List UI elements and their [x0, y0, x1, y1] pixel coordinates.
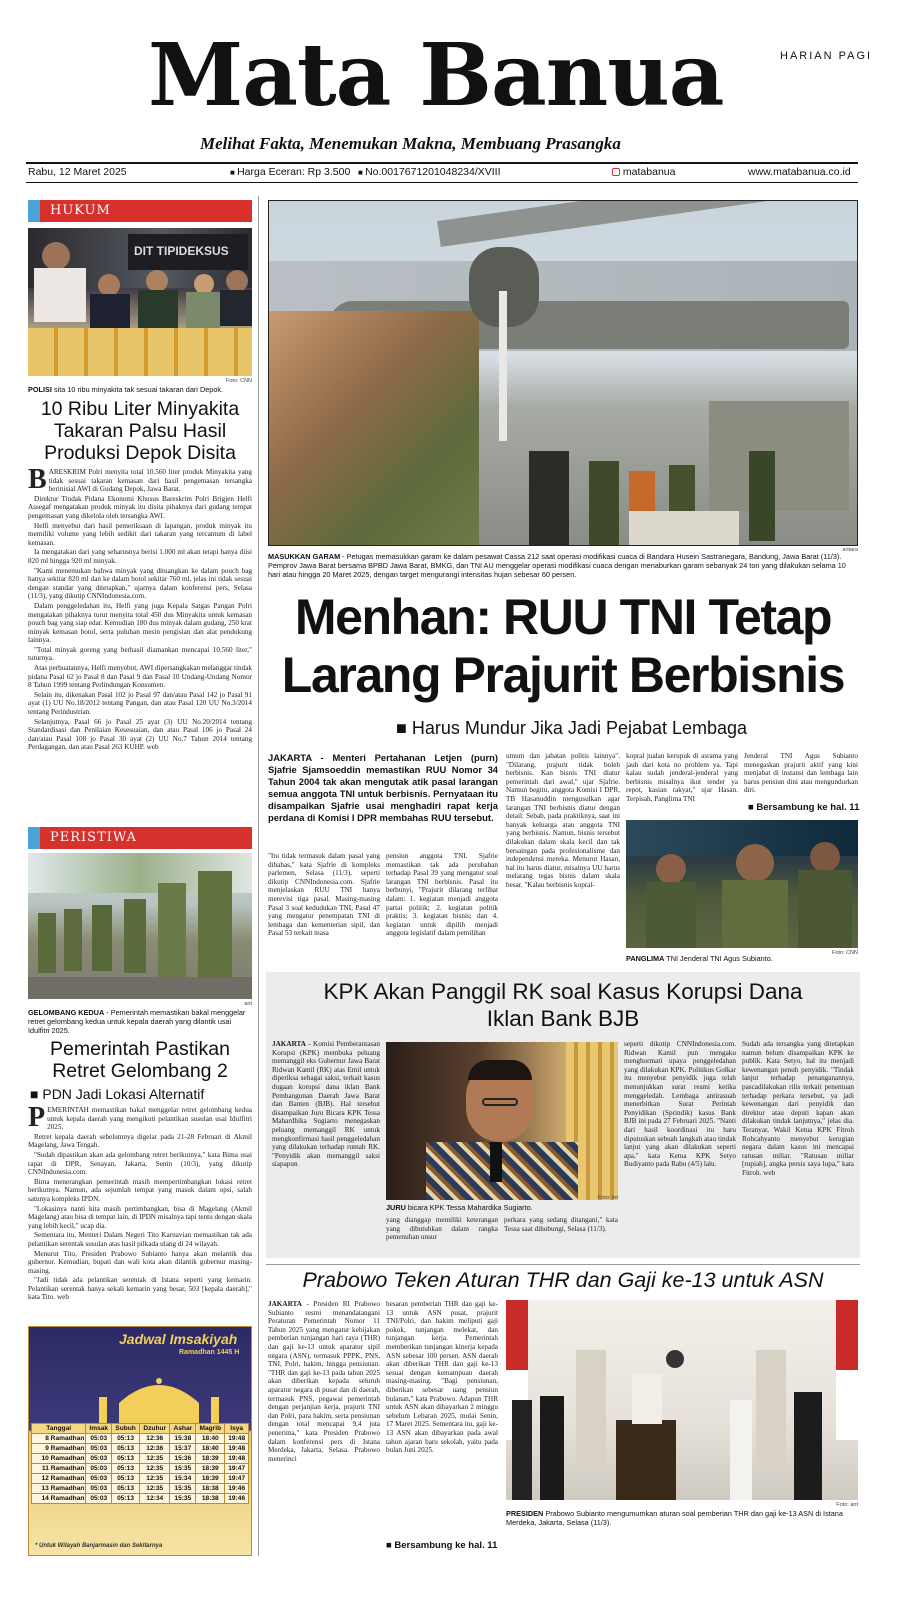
kpk-headline[interactable]: KPK Akan Panggil RK soal Kasus Korupsi Dana Iklan Bank BJB [323, 979, 803, 1031]
peristiwa-p7: "Jadi tidak ada pelantikan serentak di Istana seperti yang kemarin. Pelantikan serentak hanya sekali kemarin yang besar, 503 [kepala daerah]," kata Tito. web [28, 1276, 252, 1302]
thr-photo-credit: Foto: ant [836, 1502, 858, 1508]
imsakiyah-cell: 19:47 [225, 1464, 249, 1474]
imsakiyah-row [32, 1484, 249, 1494]
imsakiyah-box [28, 1326, 252, 1556]
imsakiyah-note: * Untuk Wilayah Banjarmasin dan Sekitarnya [35, 1543, 163, 1549]
imsakiyah-header-cell: Magrib [196, 1424, 225, 1434]
kpk-col1 [272, 1040, 380, 1169]
imsakiyah-cell: 05:13 [112, 1454, 140, 1464]
imsakiyah-cell: 11 Ramadhan [32, 1464, 86, 1474]
imsakiyah-cell: 05:03 [86, 1484, 112, 1494]
kpk-caption [386, 1204, 618, 1213]
peristiwa-photo-credit: ant [244, 1001, 252, 1007]
hukum-caption [28, 386, 252, 395]
imsakiyah-cell: 05:13 [112, 1464, 140, 1474]
website-link[interactable]: www.matabanua.co.id [748, 166, 851, 178]
imsakiyah-cell: 05:13 [112, 1434, 140, 1444]
peristiwa-photo [28, 853, 252, 999]
imsakiyah-cell: 19:47 [225, 1474, 249, 1484]
thr-col2: besaran pemberian THR dan gaji ke-13 untuk ASN pusat, prajurit TNI/Polri, dan hakim meliputi gaji pokok, tunjangan melekat, dan tunjangan kerja. Pemerintah memberikan tunjangan kinerja kepada ASN sebesar 100 persen. ASN daerah akan diberikan THR dan gaji ke-13 sesuai dengan kemampuan daerah masing-masing. "Bagi pensiunan, diberikan sebesar uang pensiun bulanan," kata Prabowo. Adapun THR untuk ASN akan dibayarkan 2 minggu sebelum Lebaran 2025, mulai Senin, 17 Maret 2025. Sementara itu, gaji ke-13 ASN akan dibayarkan pada awal tahun ajaran baru sekolah, yaitu pada bulan Juni 2025. [386, 1300, 498, 1455]
social-text: matabanua [622, 166, 676, 178]
main-lead [268, 752, 498, 825]
peristiwa-p3: Bima menerangkan pemerintah masih mempertimbangkan lokasi retret berikutnya. Namun, ada sejumlah tempat yang masuk dalam opsi, salah satunya kompleks IPDN. [28, 1177, 252, 1203]
thr-col1-text: - Presiden RI Prabowo Subianto resmi menandatangani Peraturan Pemerintah Nomor 11 Tahun 2025 yang mengatur kebijakan pemberian tunjangan hari raya (THR) dan gaji ke-13 untuk aparatur sipil negara (ASN), termasuk PPPK, PNS, TNI, Polri, hakim, hingga pensiunan. "THR dan gaji ke-13 pada tahun 2025 akan diberikan kepada seluruh aparatur negara di pusat dan di daerah, termasuk PNS, pegawai pemerintah dengan perjanjian kerja, prajurit TNI dan Polri, para hakim, serta pensiunan dengan total mencapai 9,4 juta penerima," kata Presiden Prabowo dalam konferensi pers di Istana Merdeka, Jakarta, Selasa. Prabowo menerinci [268, 1300, 380, 1463]
imsakiyah-cell: 10 Ramadhan [32, 1454, 86, 1464]
thr-col1 [268, 1300, 380, 1463]
issue-number: ■ No.0017671201048234/XVIII [358, 166, 501, 178]
kpk-col1-text: - Komisi Pemberantasan Korupsi (KPK) membuka peluang memanggil eks Gubernur Jawa Barat Ridwan Kamil (RK) atas Emil untuk diperiksa sebagai saksi, terkait kasus dugaan korupsi dana iklan Bank Pembangunan Daerah Jawa Barat dan Banten (BJB). Hal tersebut disampaikan Juru Bicara KPK Tessa Mahardhika Sugiarto menegaskan peluang memanggil RK untuk mengkonfirmasi hasil penggeledahan yang dilakukan terhadap rumah RK. "Penyidik akan memanggil saksi siapapun [272, 1040, 380, 1169]
imsakiyah-cell: 05:03 [86, 1444, 112, 1454]
kpk-col4: Sudah ada tersangka yang ditetapkan namun belum disampaikan KPK ke publik. Kata Setyo, hal itu menjadi kewenangan penuh penyidik. "Tindak lanjut terhadap penanganannya, pascadilakukan rilis terkait penentuan terhadap perkara tersebut, ya jadi kewenangan dari penyidik dan direktur atau deputi kapan akan dilakukan tindak lanjutnya," jelas dia. Teranyar, Wakil Ketua KPK Fitroh Rohcahyanto menyebut kerugian negara dalam kasus ini mencapai ratusan miliar. "Ratusan miliar [rupiah], angka persis saya lupa," kata Fitroh. web [742, 1040, 854, 1177]
imsakiyah-cell: 15:35 [170, 1484, 196, 1494]
kpk-caption-text: bicara KPK Tessa Mahardika Sugiarto. [405, 1203, 533, 1212]
peristiwa-p5: Sementara itu, Menteri Dalam Negeri Tito Karnavian memastikan tak ada pelantikan serentak susulan atas hasil pilkada ulang di 24 wilayah. [28, 1231, 252, 1248]
imsakiyah-cell: 15:38 [170, 1434, 196, 1444]
main-caption-lead: MASUKKAN GARAM [268, 552, 341, 561]
imsakiyah-cell: 19:48 [225, 1444, 249, 1454]
panglima-caption [626, 955, 858, 964]
section-hukum: HUKUM [28, 200, 252, 222]
imsakiyah-cell: 18:39 [196, 1474, 225, 1484]
imsakiyah-header-cell: Tanggal [32, 1424, 86, 1434]
kpk-photo-credit: Foto: Int [597, 1195, 618, 1201]
peristiwa-lead: EMERINTAH memastikan bakal menggelar retret gelombang kedua untuk kepala daerah yang mengikuti pelantikan susulan usai Idulfitri 2025. [47, 1106, 252, 1132]
imsakiyah-cell: 9 Ramadhan [32, 1444, 86, 1454]
issue-date: Rabu, 12 Maret 2025 [28, 166, 127, 178]
imsakiyah-row [32, 1454, 249, 1464]
main-photo [268, 200, 858, 546]
imsakiyah-cell: 15:34 [170, 1474, 196, 1484]
thr-dateline: JAKARTA [268, 1300, 302, 1308]
imsakiyah-cell: 05:03 [86, 1494, 112, 1504]
peristiwa-p2: "Sudah dipastikan akan ada gelombang retret berikutnya," kata Bima usai rapat di DPR, Senayan, Jakarta, Senin (10/3), yang dikutip CNNIndonesia.com. [28, 1150, 252, 1177]
hukum-p4: "Kami menemukan bahwa minyak yang dituangkan ke dalam pouch bag hanya sekitar 820 ml dan ke dalam botol sekitar 760 ml, jelas ini tidak sesuai dengan standar yang ditetapkan," ujarnya dalam konferensi pers, Selasa (11/3), yang dikutip CNNIndonesia.com. [28, 566, 252, 601]
imsakiyah-cell: 19:46 [225, 1484, 249, 1494]
peristiwa-p6: Menurut Tito, Presiden Prabowo Subianto hanya akan melantik dua gubernur. Kemudian, bupati dan wali kota akan dilantik gubernur masing-masing. [28, 1249, 252, 1275]
hukum-p3: Ia mengatakan dari yang seharusnya berisi 1.000 ml akan tetapi hanya diisi 820 ml hingga 920 ml minyak. [28, 548, 252, 565]
imsakiyah-cell: 12:35 [140, 1464, 170, 1474]
tagline: Melihat Fakta, Menemukan Makna, Membuang Prasangka [200, 134, 621, 153]
instagram-icon [612, 168, 620, 176]
main-continued[interactable]: ■ Bersambung ke hal. 11 [748, 802, 860, 813]
main-col2: pensiun anggota TNI. Sjafrie memastikan tak ada perubahan terhadap Pasal 39 yang mengatur soal larangan TNI berbisnis. Pasal itu berbunyi, "Prajurit dilarang terlibat dalam: 1. kegiatan menjadi anggota partai politik; 2. kegiatan politik praktis; 3. kegiatan bisnis; dan 4. kegiatan untuk dipilih menjadi anggota legislatif dalam pemilihan [386, 852, 498, 938]
main-subhead-text: Harus Mundur Jika Jadi Pejabat Lembaga [411, 718, 748, 738]
main-dateline: JAKARTA [268, 752, 312, 763]
peristiwa-headline[interactable]: Pemerintah Pastikan Retret Gelombang 2 [50, 1038, 230, 1082]
imsakiyah-cell: 05:03 [86, 1474, 112, 1484]
thr-caption [506, 1510, 858, 1528]
imsakiyah-cell: 18:38 [196, 1484, 225, 1494]
imsakiyah-cell: 15:35 [170, 1464, 196, 1474]
imsakiyah-cell: 12 Ramadhan [32, 1474, 86, 1484]
main-lead-text: - Menteri Pertahanan Letjen (purn) Sjafrie Sjamsoeddin memastikan RUU Nomor 34 Tahun 2004 tak akan mengutak atik pasal larangan semua anggota TNI untuk berbisnis. Pernyataan itu disampaikan Sjafrie usai menghadiri rapat kerja perdana di Komisi I DPR membahas RUU tersebut. [268, 752, 498, 824]
panglima-caption-text: TNI Jenderal TNI Agus Subianto. [664, 954, 773, 963]
price-text: Harga Eceran: Rp 3.500 [237, 166, 351, 178]
kpk-dateline: JAKARTA [272, 1040, 306, 1048]
kpk-photo [386, 1042, 618, 1200]
main-caption [268, 553, 858, 579]
imsakiyah-table [31, 1423, 249, 1504]
issue-number-text: No.0017671201048234/XVIII [365, 166, 501, 178]
peristiwa-subhead: ■ PDN Jadi Lokasi Alternatif [30, 1086, 205, 1102]
thr-photo [506, 1300, 858, 1500]
imsakiyah-cell: 05:03 [86, 1434, 112, 1444]
masthead-title: Mata Banua [148, 25, 724, 126]
hukum-p7: Atas perbuatannya, Helfi menyebut, AWI dipersangkakan melanggar tindak pidana Pasal 62 jo Pasal 8 dan Pasal 9 dan Pasal 10 Undang-Undang Nomor 8 Tahun 1999 tentang Perlindungan Konsumen. [28, 664, 252, 690]
panglima-caption-lead: PANGLIMA [626, 954, 665, 963]
imsakiyah-cell: 8 Ramadhan [32, 1434, 86, 1444]
peristiwa-caption-text: - Pemerintah memastikan bakal menggelar retret gelombang kedua untuk kepala daerah yang dilantik usai Idulfitri 2025. [28, 1008, 246, 1035]
peristiwa-p4: "Lokasinya nanti kita masih pertimbangkan, bisa di Magelang (Akmil Magelang) atau bisa di tempat lain, di IPDN misalnya tapi tentu dengan skala yang lebih kecil," ucap dia. [28, 1204, 252, 1230]
main-col5: Jenderal TNI Agus Subianto menegaskan prajurit aktif yang kini menjabat di instansi dan lembaga lain harus pensiun dini atau mengundurkan diri. [744, 752, 858, 795]
imsakiyah-cell: 12:35 [140, 1454, 170, 1464]
peristiwa-p1: Retret kepala daerah sebelumnya digelar pada 21-28 Februari di Akmil Magelang, Jawa Tengah. [28, 1132, 252, 1150]
imsakiyah-header-cell: Dzuhur [140, 1424, 170, 1434]
imsakiyah-cell: 15:37 [170, 1444, 196, 1454]
kpk-under1: yang dianggap memiliki keterangan yang dibutuhkan dalam rangka pemenuhan unsur [386, 1216, 498, 1242]
hukum-dropcap: B [28, 464, 47, 495]
hukum-caption-text: sita 10 ribu minyakita tak sesuai takaran dari Depok. [51, 385, 224, 394]
imsakiyah-header-cell: Imsak [86, 1424, 112, 1434]
imsakiyah-cell: 18:39 [196, 1454, 225, 1464]
imsakiyah-cell: 18:40 [196, 1444, 225, 1454]
hukum-p6: "Total minyak goreng yang berhasil diamankan mencapai 10.560 liter," tuturnya. [28, 645, 252, 663]
kpk-caption-lead: JURU [386, 1203, 406, 1212]
peristiwa-caption [28, 1009, 252, 1035]
imsakiyah-cell: 05:13 [112, 1484, 140, 1494]
imsakiyah-cell: 18:40 [196, 1434, 225, 1444]
kpk-under2: perkara yang sedang ditangani," kata Tessa saat dihubungi, Selasa (11/3). [504, 1216, 618, 1233]
imsakiyah-subtitle: Ramadhan 1445 H [179, 1349, 240, 1356]
imsakiyah-cell: 05:13 [112, 1474, 140, 1484]
main-continued-text: Bersambung ke hal. 11 [756, 802, 860, 813]
imsakiyah-row [32, 1474, 249, 1484]
main-caption-text: - Petugas memasukkan garam ke dalam pesawat Cassa 212 saat operasi modifikasi cuaca di Bandara Husein Sastranegara, Bandung, Jawa Barat (11/3). Pemprov Jawa Barat bersama BPBD Jawa Barat, BMKG, dan TNI AU menggelar operasi modifikasi cuaca dengan menaburkan garam sebanyak 24 ton yang dilakukan selama 10 hari atau hingga 20 Maret 2025, dengan target mengurangi intensitas hujan sebesar 60 persen. [268, 552, 846, 579]
imsakiyah-cell: 19:46 [225, 1494, 249, 1504]
hukum-photo: DIT TIPIDEKSUS [28, 228, 252, 376]
hukum-p1: Direktur Tindak Pidana Ekonomi Khusus Bareskrim Polri Brigjen Helfi Assegaf mengatakan produk minyak itu disita pihaknya dari gudang tempat pengemasan yang dikelola oleh tersangka AWI. [28, 494, 252, 520]
imsakiyah-cell: 18:38 [196, 1494, 225, 1504]
hukum-caption-lead: POLISI [28, 385, 52, 394]
imsakiyah-cell: 05:13 [112, 1494, 140, 1504]
hukum-p5: Dalam penggeledahan itu, Helfi yang juga Kepala Satgas Pangan Polri mengatakan pihaknya turut menyita total 450 dus Minyakita untuk kemasan pouch bag yang siap edar. Kemudian 180 dus minyak dalam gudang, 250 krat minyak kemasan botol, serta puluhan mesin pengisian dan alat pendukung lainnya. [28, 601, 252, 645]
imsakiyah-row [32, 1464, 249, 1474]
price: ■ Harga Eceran: Rp 3.500 [230, 166, 351, 178]
imsakiyah-cell: 12:36 [140, 1444, 170, 1454]
imsakiyah-row [32, 1434, 249, 1444]
hukum-photo-credit: Foto: CNN [226, 378, 252, 384]
imsakiyah-title: Jadwal Imsakiyah [119, 1331, 238, 1347]
imsakiyah-row [32, 1494, 249, 1504]
imsakiyah-cell: 19:48 [225, 1434, 249, 1444]
imsakiyah-cell: 05:03 [86, 1454, 112, 1464]
imsakiyah-header-cell: Isya [225, 1424, 249, 1434]
peristiwa-dropcap: P [28, 1102, 46, 1133]
edition-label: HARIAN PAGI [780, 50, 873, 62]
main-headline[interactable]: Menhan: RUU TNI Tetap Larang Prajurit Berbisnis [281, 589, 845, 703]
peristiwa-body [28, 1102, 252, 1303]
hukum-p8: Selain itu, dikenakan Pasal 102 jo Pasal 97 dan/atau Pasal 142 jo Pasal 91 ayat (1) UU No.18/2012 tentang Pangan, dan atau Pasal 120 UU No.3/2014 tentang Perindustrian. [28, 690, 252, 717]
imsakiyah-cell: 12:36 [140, 1434, 170, 1444]
peristiwa-caption-lead: GELOMBANG KEDUA [28, 1008, 105, 1017]
main-photo-credit: antara [842, 547, 858, 553]
imsakiyah-cell: 18:39 [196, 1464, 225, 1474]
imsakiyah-cell: 05:03 [86, 1464, 112, 1474]
imsakiyah-cell: 12:35 [140, 1474, 170, 1484]
imsakiyah-cell: 13 Ramadhan [32, 1484, 86, 1494]
thr-headline[interactable]: Prabowo Teken Aturan THR dan Gaji ke-13 untuk ASN [302, 1268, 824, 1292]
imsakiyah-cell: 15:35 [170, 1494, 196, 1504]
social-handle[interactable] [612, 166, 675, 178]
imsakiyah-cell: 12:35 [140, 1484, 170, 1494]
hukum-headline[interactable]: 10 Ribu Liter Minyakita Takaran Palsu Hasil Produksi Depok Disita [40, 398, 240, 464]
hukum-p2: Helfi menyebut dari hasil pemeriksaan di lapangan, produk minyak itu memiliki volume yang lebih sedikit dari takaran yang tercantum di label kemasan. [28, 521, 252, 547]
main-col3: umum dan jabatan politis lainnya". "Dilarang, prajurit tidak boleh berbisnis. Kan bisnis TNI diatur pemerintah dari awal," ujar Sjafrie. Namun begitu, anggota Komisi I DPR, TB Hasanuddin mengusulkan agar larangan TNI berbisnis diatur dengan detail. Sebab, pada praktiknya, saat ini banyak keluarga atau anggota TNI yang berbisnis. Namun, bisnis tersebut dilakukan dalam skala kecil dan tak bersaingan pada profesionalisme dan independensi mereka. Menurut Hasan, hal itu harus diatur, misalnya UU harus melarang tegas bisnis dalam skala besar. "Kalau berbisnis kopral- [506, 752, 620, 889]
main-col4: kopral jualan kerupuk di asrama yang jauh dari kota no problem ya. Tapi kalau sudah jenderal-jenderal yang berbisnis misalnya ikut tender ya repot, kasian rakyat," ujar Hasan. Terpisah, Panglima TNI [626, 752, 738, 803]
imsakiyah-cell: 19:48 [225, 1454, 249, 1464]
panglima-photo [626, 820, 858, 948]
thr-continued[interactable]: ■ Bersambung ke hal. 11 [386, 1540, 498, 1551]
kpk-col3: seperti dikutip CNNIndonesia.com. Ridwan Kamil pun mengaku menghormati upaya penggeledahan yang dilakukan KPK. Politikus Golkar itu menyebut penyidik juga telah menunjukkan surat resmi ketika menggeledah. Lembaga antirasuah menerbitkan Surat Perintah Penyidikan (Sprindik) kasus Bank BJB ini pada 27 Februari 2025. "Nanti dari hasil koordinasi itu baru diputuskan sebuah langkah atau tindak lanjut yang akan dilakukan seperti apa," kata Ketua KPK Setyo Budiyanto pada Rabu (4/5) lalu. [624, 1040, 736, 1169]
hukum-body [28, 464, 252, 753]
thr-continued-text: Bersambung ke hal. 11 [394, 1540, 498, 1551]
peristiwa-subhead-text: PDN Jadi Lokasi Alternatif [42, 1086, 205, 1102]
thr-caption-text: Prabowo Subianto mengumumkan aturan soal pemberian THR dan gaji ke-13 ASN di Istana Merdeka, Jakarta, Selasa (11/3). [506, 1509, 843, 1527]
imsakiyah-cell: 14 Ramadhan [32, 1494, 86, 1504]
imsakiyah-header-cell: Ashar [170, 1424, 196, 1434]
imsakiyah-cell: 05:13 [112, 1444, 140, 1454]
main-col1: "Itu tidak termasuk dalam pasal yang dibahas," kata Sjafrie di kompleks parlemen, Selasa (11/3), seperti dikutip CNNIndonesia.com. Sjafrie menjelaskan RUU TNI hanya merevisi tiga pasal. Masing-masing Pasal 3 soal kedudukan TNI, Pasal 47 yang mengatur penempatan TNI di lembaga dan kementerian sipil, dan Pasal 53 terkait masa [268, 852, 380, 938]
hukum-p9: Selanjutnya, Pasal 66 jo Pasal 25 ayat (3) UU No.20/2014 tentang Standardisasi dan Penilaian Kesesuaian, dan atau Pasal 106 jo Pasal 24 dan/atau Pasal 108 jo Pasal 30 ayat (2) UU No.7 Tahun 2014 tentang Perdagangan, dan atau Pasal 263 KUHP. web [28, 717, 252, 752]
imsakiyah-cell: 15:36 [170, 1454, 196, 1464]
thr-caption-lead: PRESIDEN [506, 1509, 544, 1518]
hukum-lead: ARESKRIM Polri menyita total 10.560 liter produk Minyakita yang tidak sesuai takaran kemasan dari hasil pengemasan tersangka berinisial AWI di Gudang Depok, Jawa Barat. [48, 468, 252, 494]
section-peristiwa: PERISTIWA [28, 827, 252, 849]
imsakiyah-cell: 12:34 [140, 1494, 170, 1504]
mosque-icon [89, 1367, 229, 1423]
imsakiyah-header-cell: Subuh [112, 1424, 140, 1434]
main-subhead: ■ Harus Mundur Jika Jadi Pejabat Lembaga [396, 718, 748, 738]
imsakiyah-row [32, 1444, 249, 1454]
panglima-photo-credit: Foto: CNN [832, 950, 858, 956]
